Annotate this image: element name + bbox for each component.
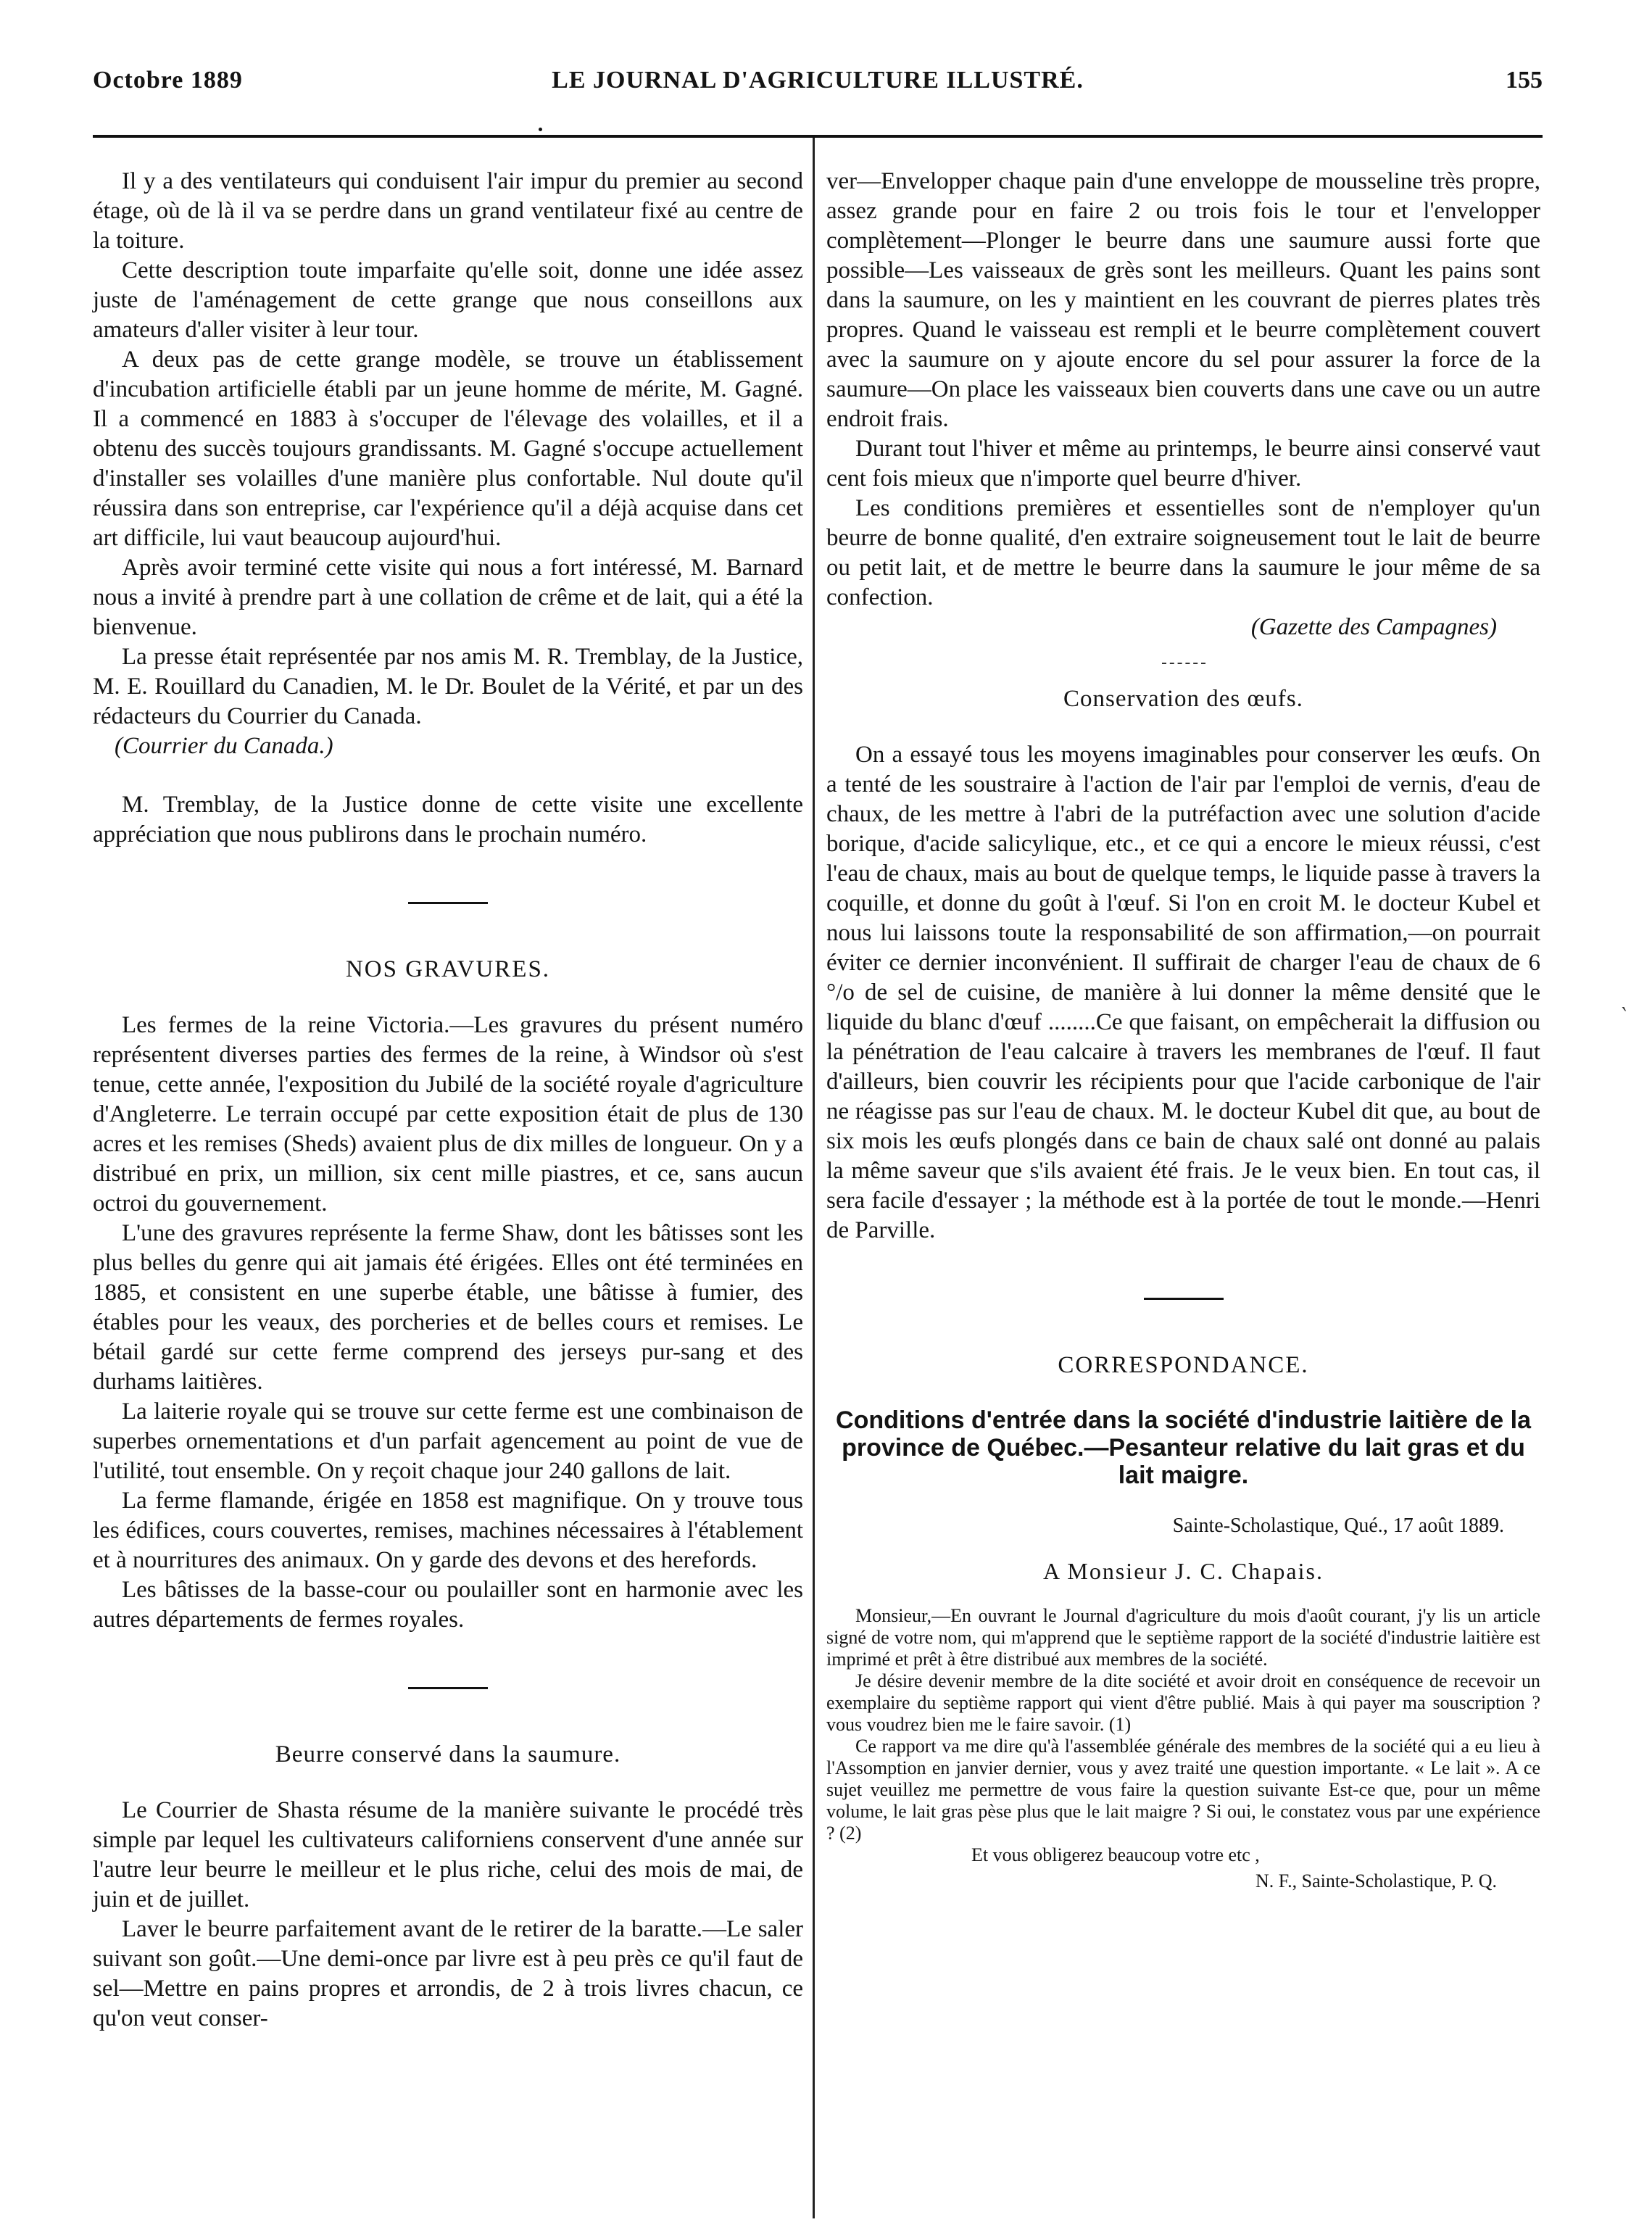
beurre-continued-paragraph: Durant tout l'hiver et même au printemps, le beurre ainsi conservé vaut cent fois mieux que n'importe quel beurre d'hiver. <box>826 436 1540 492</box>
intro-paragraph: Il y a des ventilateurs qui conduisent l'air impur du premier au second étage, où de là il va se perdre dans un grand ventilateur fixé au centre de la toiture. <box>93 168 803 254</box>
small-separator <box>1162 663 1205 664</box>
letter-closing: Et vous obligerez beaucoup votre etc , <box>971 1844 1260 1865</box>
oeufs-heading: Conservation des œufs. <box>1063 686 1303 712</box>
column-divider <box>813 138 815 2218</box>
oeufs-paragraph: On a essayé tous les moyens imaginables pour conserver les œufs. On a tenté de les soustraire à l'action de l'air par l'emploi de vernis, d'eau de chaux, de les mettre à l'abri de la putréfaction avec une solution d'acide borique, d'acide salicylique, etc., et ce qui a encore le mieux réussi, c'est l'eau de chaux, mais au bout de quelque temps, le liquide passe à travers la coquille, et donne du goût à l'œuf. Si l'on en croit M. le docteur Kubel et nous lui laissons toute la responsabilité de son affirmation,—on pourrait éviter ce dernier inconvénient. Il suffirait de charger l'eau de chaux de 6 °/o de sel de cuisine, de manière à lui donner la même densité que le liquide du blanc d'œuf ........Ce que faisant, on empêcherait la diffusion ou la pénétration de l'eau calcaire à travers les membranes de l'œuf. Il faut d'ailleurs, bien couvrir les récipients pour que l'acide carbonique de l'air ne réagisse pas sur l'eau de chaux. M. le docteur Kubel dit que, au bout de six mois les œufs plongés dans ce bain de chaux salé ont donné au palais la même saveur que s'ils avaient été frais. Je le veux bien. En tout cas, il sera facile d'essayer ; la méthode est à la portée de tout le monde.—Henri de Parville. <box>826 742 1540 1243</box>
journal-title: LE JOURNAL D'AGRICULTURE ILLUSTRÉ. <box>552 67 1084 94</box>
page-header <box>93 67 1543 110</box>
right-column <box>826 167 1540 1896</box>
letter-paragraph: Je désire devenir membre de la dite société et avoir droit en conséquence de recevoir un exemplaire du septième rapport qui vient d'être publié. Mais à qui payer ma souscription ? vous voudrez bien me le faire savoir. (1) <box>826 1670 1540 1735</box>
section-separator <box>408 1687 488 1689</box>
header-dot <box>539 128 542 131</box>
letter-dateline: Sainte-Scholastique, Qué., 17 août 1889. <box>1172 1514 1504 1537</box>
gravures-paragraph: La ferme flamande, érigée en 1858 est magnifique. On y trouve tous les édifices, cours couvertes, remises, machines nécessaires à l'établement et à nourritures des animaux. On y garde des devons et des herefords. <box>93 1488 803 1573</box>
page-number: 155 <box>1506 67 1543 94</box>
beurre-attribution: (Gazette des Campagnes) <box>1250 614 1497 640</box>
intro-paragraph: Après avoir terminé cette visite qui nous a fort intéressé, M. Barnard nous a invité à prendre part à une collation de crême et de lait, qui a été la bienvenue. <box>93 555 803 640</box>
letter-body <box>826 1605 1540 1866</box>
margin-mark: ‵ <box>1622 1004 1627 1028</box>
header-rule <box>93 135 1543 138</box>
gravures-paragraph: L'une des gravures représente la ferme Shaw, dont les bâtisses sont les plus belles du genre qui ait jamais été érigées. Elles ont été terminées en 1885, et consistent en une superbe étable, une bâtisse à fumier, des étables pour les veaux, des porcheries et de belles cours et remises. Le bétail gardé sur cette ferme comprend des jerseys pur-sang et des durhams laitières. <box>93 1220 803 1395</box>
letter-paragraph: Ce rapport va me dire qu'à l'assemblée générale des membres de la société qui a eu lieu à l'Assomption en janvier dernier, vous y avez traité une question importante. « Le lait ». A ce sujet veuillez me permettre de vous faire la question suivante Est-ce que, pour un même volume, le lait gras pèse plus que le lait maigre ? Si oui, le constatez vous par une expérience ? (2) <box>826 1736 1540 1844</box>
gravures-paragraph: La laiterie royale qui se trouve sur cette ferme est une combinaison de superbes ornementations et d'un parfait agencement au point de vue de l'utilité, tout ensemble. On y reçoit chaque jour 240 gallons de lait. <box>93 1398 803 1484</box>
beurre-continued-paragraph: ver—Envelopper chaque pain d'une enveloppe de mousseline très propre, assez grande pour en faire 2 ou trois fois le tour et l'envelopper complètement—Plonger le beurre dans une saumure aussi forte que possible—Les vaisseaux de grès sont les meilleurs. Quant les pains sont dans la saumure, on les y maintient en les couvrant de pierres plates très propres. Quand le vaisseau est rempli et le beurre complètement couvert avec la saumure on y ajoute encore du sel pour assurer la force de la saumure—On place les vaisseaux bien couverts dans une cave ou un autre endroit frais. <box>826 168 1540 432</box>
letter-signature: N. F., Sainte-Scholastique, P. Q. <box>1255 1870 1497 1891</box>
beurre-heading: Beurre conservé dans la saumure. <box>275 1741 621 1767</box>
gravures-paragraph: Les bâtisses de la basse-cour ou poulailler sont en harmonie avec les autres départements de fermes royales. <box>93 1577 803 1633</box>
beurre-continued-paragraph: Les conditions premières et essentielles sont de n'employer qu'un beurre de bonne qualité, d'en extraire soigneusement tout le lait de beurre ou petit lait, et de mettre le beurre dans la saumure le jour même de sa confection. <box>826 495 1540 610</box>
beurre-paragraph: Le Courrier de Shasta résume de la manière suivante le procédé très simple par lequel les cultivateurs californiens conservent d'une année sur l'autre leur beurre le meilleur et le plus riche, celui des mois de mai, de juin et de juillet. <box>93 1797 803 1912</box>
section-separator <box>1144 1298 1224 1300</box>
letter-paragraph: Monsieur,—En ouvrant le Journal d'agriculture du mois d'août courant, j'y lis un article signé de votre nom, qui m'apprend que le septième rapport de la société d'industrie laitière est imprimé et prêt à être distribué aux membres de la société. <box>826 1605 1540 1670</box>
gravures-paragraph: Les fermes de la reine Victoria.—Les gravures du présent numéro représentent diverses parties des fermes de la reine, à Windsor où s'est tenue, cette année, l'exposition du Jubilé de la société royale d'agriculture d'Angleterre. Le terrain occupé par cette exposition était de plus de 130 acres et les remises (Sheds) avaient plus de dix milles de longueur. On y a distribué en prix, un million, six cent mille piastres, et ce, sans aucun octroi du gouvernement. <box>93 1012 803 1217</box>
intro-attribution: (Courrier du Canada.) <box>115 733 333 759</box>
tremblay-note: M. Tremblay, de la Justice donne de cette visite une excellente appréciation que nous publirons dans le prochain numéro. <box>93 792 803 847</box>
intro-paragraph: A deux pas de cette grange modèle, se trouve un établissement d'incubation artificielle établi par un jeune homme de mérite, M. Gagné. Il a commencé en 1883 à s'occuper de l'élevage des volailles, et il a obtenu des succès toujours grandissants. M. Gagné s'occupe actuellement d'installer ses volailles d'une manière plus confortable. Nul doute qu'il réussira dans son entreprise, car l'expérience qu'il a déjà acquise dans cet art difficile, lui vaut beaucoup aujourd'hui. <box>93 347 803 551</box>
gravures-heading: NOS GRAVURES. <box>345 956 551 982</box>
issue-date: Octobre 1889 <box>93 67 243 94</box>
correspondance-subheading: Conditions d'entrée dans la société d'industrie laitière de la province de Québec.—Pesanteur relative du lait gras et du lait maigre. <box>836 1406 1531 1489</box>
section-separator <box>408 902 488 904</box>
correspondance-heading: CORRESPONDANCE. <box>1058 1352 1309 1378</box>
intro-paragraph: Cette description toute imparfaite qu'elle soit, donne une idée assez juste de l'aménagement de cette grange que nous conseillons aux amateurs d'aller visiter à leur tour. <box>93 257 803 343</box>
left-column <box>93 167 803 2034</box>
intro-paragraph: La presse était représentée par nos amis M. R. Tremblay, de la Justice, M. E. Rouillard du Canadien, M. le Dr. Boulet de la Vérité, et par un des rédacteurs du Courrier du Canada. <box>93 644 803 729</box>
letter-addressee: A Monsieur J. C. Chapais. <box>1043 1558 1324 1584</box>
beurre-paragraph: Laver le beurre parfaitement avant de le retirer de la baratte.—Le saler suivant son goût.—Une demi-once par livre est à peu près ce qu'il faut de sel—Mettre en pains propres et arrondis, de 2 à trois livres chacun, ce qu'on veut conser- <box>93 1916 803 2031</box>
